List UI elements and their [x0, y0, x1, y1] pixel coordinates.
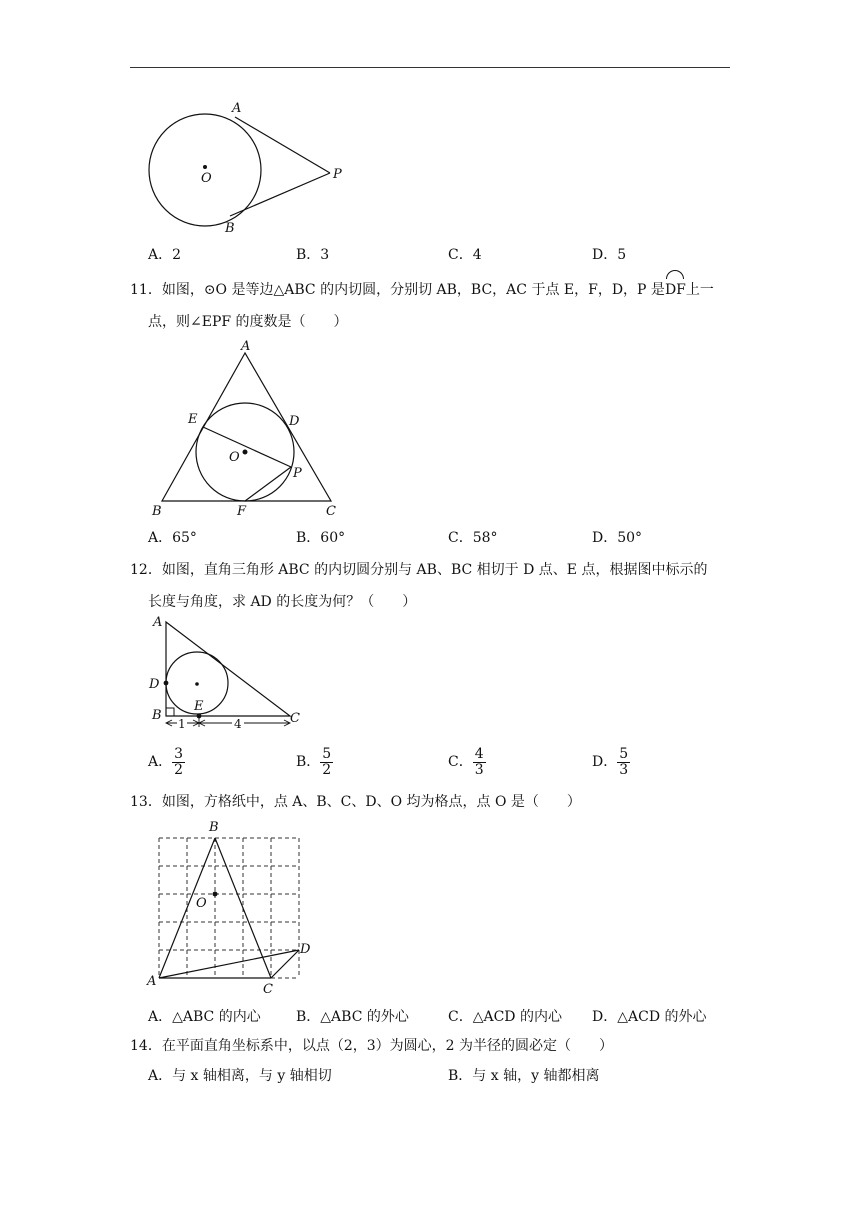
- q13-label-o: O: [196, 896, 207, 911]
- q13-figure: [145, 815, 325, 995]
- q10-figure: [140, 95, 360, 240]
- q10-circle: [149, 114, 261, 226]
- q14-option-b[interactable]: B．与 x 轴，y 轴都相离: [448, 1068, 600, 1084]
- q10-options: [148, 245, 748, 265]
- q12-triangle: [166, 622, 290, 716]
- q12-option-c[interactable]: C． $\frac{4}{3}$: [448, 745, 484, 778]
- q10-label-b: B: [225, 221, 235, 236]
- q10-option-b[interactable]: B．3: [296, 247, 330, 263]
- q11-label-a: A: [241, 339, 251, 354]
- q12-text: [130, 554, 730, 618]
- q11-figure: [148, 335, 348, 525]
- q11-stem-line2: 点，则∠EPF 的度数是（ ）: [148, 314, 348, 330]
- q13-segment-ad: [159, 950, 299, 978]
- q11-label-e: E: [188, 412, 198, 427]
- q14-text: [130, 1030, 730, 1062]
- q13-stem: 如图，方格纸中，点 A、B、C、D、O 均为格点，点 O 是（ ）: [161, 794, 581, 810]
- q10-option-a[interactable]: A．2: [148, 247, 182, 263]
- q13-option-c[interactable]: C．△ACD 的内心: [448, 1009, 562, 1025]
- q11-stem-a: 如图，⊙O 是等边△ABC 的内切圆，分别切 AB，BC，AC 于点 E，F，D，P 是: [161, 282, 665, 298]
- q13-option-a[interactable]: A．△ABC 的内心: [148, 1009, 261, 1025]
- q11-option-c[interactable]: C．58°: [448, 530, 498, 546]
- q11-option-d[interactable]: D．50°: [592, 530, 643, 546]
- q11-option-a[interactable]: A．65°: [148, 530, 197, 546]
- q14-option-a[interactable]: A．与 x 轴相离，与 y 轴相切: [148, 1068, 332, 1084]
- q11-text: [130, 274, 730, 338]
- q10-label-p: P: [333, 167, 342, 182]
- q12-length-1: 1: [178, 717, 186, 731]
- q14-options: [148, 1066, 748, 1086]
- q13-label-c: C: [263, 982, 273, 995]
- q10-label-a: A: [232, 101, 242, 116]
- q11-number: 11．: [130, 282, 162, 298]
- q11-options: [148, 528, 748, 548]
- q11-label-o: O: [229, 450, 240, 465]
- q10-center-dot: [203, 165, 207, 169]
- q12-label-c: C: [290, 711, 300, 726]
- q14-stem: 在平面直角坐标系中，以点（2，3）为圆心，2 为半径的圆必定（ ）: [161, 1038, 613, 1054]
- q12-point-d: [164, 681, 169, 686]
- q13-label-b: B: [209, 820, 219, 835]
- q11-triangle: [162, 353, 331, 501]
- q10-option-d[interactable]: D．5: [592, 247, 627, 263]
- q13-option-d[interactable]: D．△ACD 的外心: [592, 1009, 707, 1025]
- q11-label-b: B: [152, 504, 162, 519]
- q11-label-d: D: [289, 414, 300, 429]
- q12-center-dot: [195, 682, 199, 686]
- q12-figure: [144, 612, 314, 734]
- q12-option-d[interactable]: D． $\frac{5}{3}$: [592, 745, 629, 778]
- q11-label-c: C: [326, 504, 336, 519]
- q13-options: [148, 1007, 748, 1027]
- q10-label-o: O: [201, 171, 212, 186]
- q13-number: 13．: [130, 794, 162, 810]
- q11-label-f: F: [237, 504, 247, 519]
- q13-grid: [159, 838, 299, 978]
- q12-stem-line1: 如图，直角三角形 ABC 的内切圆分别与 AB、BC 相切于 D 点、E 点，根据图中标示的: [161, 562, 708, 578]
- q11-center-dot: [243, 450, 248, 455]
- q12-length-4: 4: [234, 717, 242, 731]
- q10-option-c[interactable]: C．4: [448, 247, 482, 263]
- q12-label-d: D: [149, 677, 160, 692]
- header-rule: [130, 67, 730, 68]
- q12-stem-line2: 长度与角度，求 AD 的长度为何？（ ）: [148, 594, 417, 610]
- q13-text: [130, 786, 730, 818]
- q12-option-b[interactable]: B． $\frac{5}{2}$: [296, 745, 332, 778]
- q13-label-d: D: [300, 942, 311, 957]
- q12-right-angle-mark: [166, 708, 174, 716]
- q12-label-a: A: [153, 615, 163, 630]
- q14-number: 14．: [130, 1038, 162, 1054]
- q12-option-a[interactable]: A． $\frac{3}{2}$: [148, 745, 184, 778]
- q12-label-b: B: [152, 708, 162, 723]
- q11-arc-df: DF: [665, 274, 686, 306]
- q12-options: [148, 744, 748, 780]
- q10-tangent-pa: [235, 117, 330, 173]
- q11-stem-b: 上一: [685, 282, 714, 298]
- q12-label-e: E: [194, 699, 204, 714]
- q11-segment-ep: [203, 427, 291, 467]
- q11-option-b[interactable]: B．60°: [296, 530, 346, 546]
- q13-option-b[interactable]: B．△ABC 的外心: [296, 1009, 409, 1025]
- q13-point-o: [213, 892, 218, 897]
- q12-number: 12．: [130, 562, 162, 578]
- q13-label-a: A: [147, 974, 157, 989]
- q10-tangent-pb: [230, 173, 330, 216]
- q11-label-p: P: [293, 466, 302, 481]
